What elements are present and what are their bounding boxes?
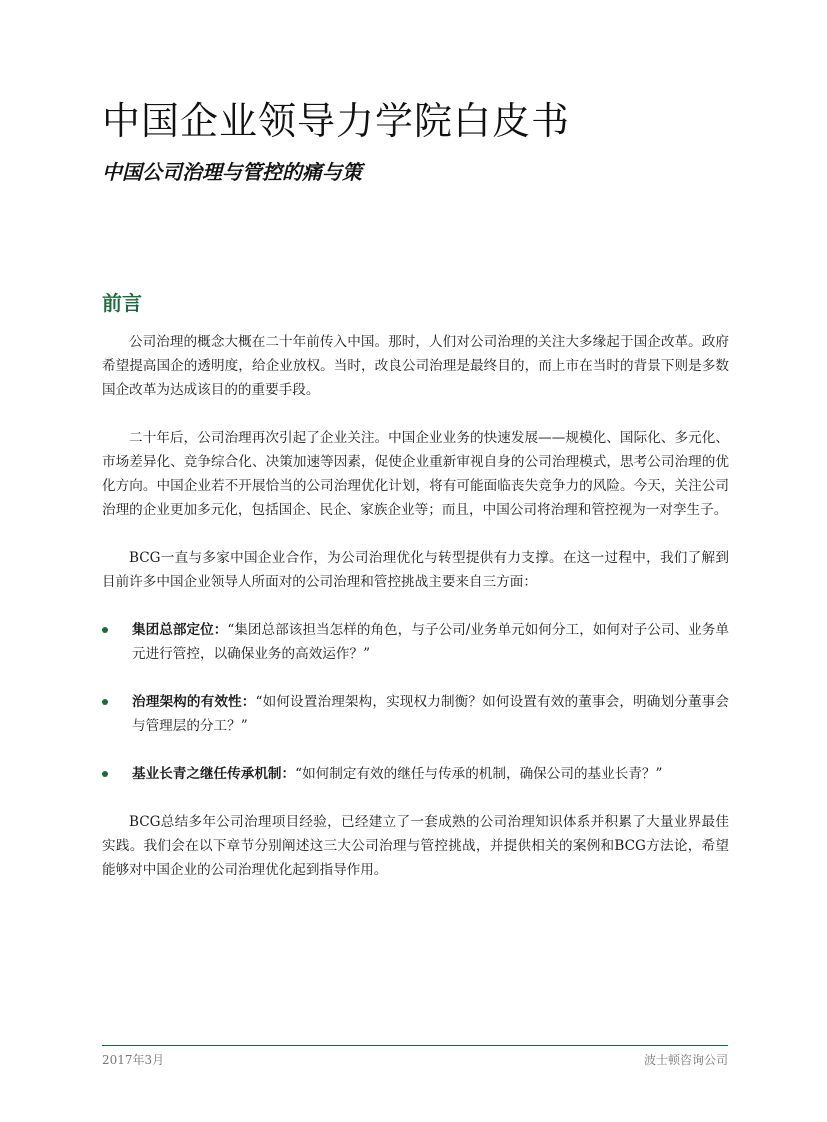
footer-divider	[102, 1045, 728, 1046]
challenge-list-item	[102, 690, 729, 738]
body-paragraph: 公司治理的概念大概在二十年前传入中国。那时，人们对公司治理的关注大多缘起于国企改革。政府希望提高国企的透明度，给企业放权。当时，改良公司治理是最终目的，而上市在当时的背景下则是多数国企改革为达成该目的的重要手段。	[102, 334, 729, 398]
footer-date: 2017年3月	[102, 1053, 165, 1067]
bullet-term: 治理架构的有效性：	[132, 694, 256, 710]
bullet-text: “如何制定有效的继任与传承的机制，确保公司的基业长青？”	[295, 766, 663, 782]
challenge-list-item	[102, 618, 729, 666]
challenge-list-item	[102, 762, 729, 786]
bullet-dot-icon	[102, 627, 108, 633]
document-title: 中国企业领导力学院白皮书	[102, 99, 571, 143]
bullet-term: 基业长青之继任传承机制：	[132, 766, 296, 782]
bullet-term: 集团总部定位：	[132, 622, 228, 638]
bullet-text: “如何设置治理架构，实现权力制衡？如何设置有效的董事会，明确划分董事会与管理层的分工？”	[132, 694, 729, 734]
challenge-list	[102, 618, 729, 786]
footer-company: 波士顿咨询公司	[643, 1053, 728, 1067]
bullet-dot-icon	[102, 771, 108, 777]
document-subtitle: 中国公司治理与管控的痛与策	[102, 160, 362, 184]
body-paragraph: 二十年后，公司治理再次引起了企业关注。中国企业业务的快速发展——规模化、国际化、多元化、市场差异化、竞争综合化、决策加速等因素，促使企业重新审视自身的公司治理模式，思考公司治理的优化方向。中国企业若不开展恰当的公司治理优化计划，将有可能面临丧失竞争力的风险。今天，关注公司治理的企业更加多元化，包括国企、民企、家族企业等；而且，中国公司将治理和管控视为一对孪生子。	[102, 430, 729, 518]
closing-paragraph: BCG总结多年公司治理项目经验，已经建立了一套成熟的公司治理知识体系并积累了大量业界最佳实践。我们会在以下章节分别阐述这三大公司治理与管控挑战，并提供相关的案例和BCG方法论，希望能够对中国企业的公司治理优化起到指导作用。	[102, 814, 729, 878]
bullet-dot-icon	[102, 699, 108, 705]
body-paragraph: BCG一直与多家中国企业合作，为公司治理优化与转型提供有力支撑。在这一过程中，我们了解到目前许多中国企业领导人所面对的公司治理和管控挑战主要来自三方面：	[102, 550, 729, 590]
bullet-text: “集团总部该担当怎样的角色，与子公司/业务单元如何分工，如何对子公司、业务单元进行管控，以确保业务的高效运作？”	[132, 622, 730, 662]
section-heading-preface: 前言	[102, 291, 142, 315]
document-body	[102, 330, 729, 906]
